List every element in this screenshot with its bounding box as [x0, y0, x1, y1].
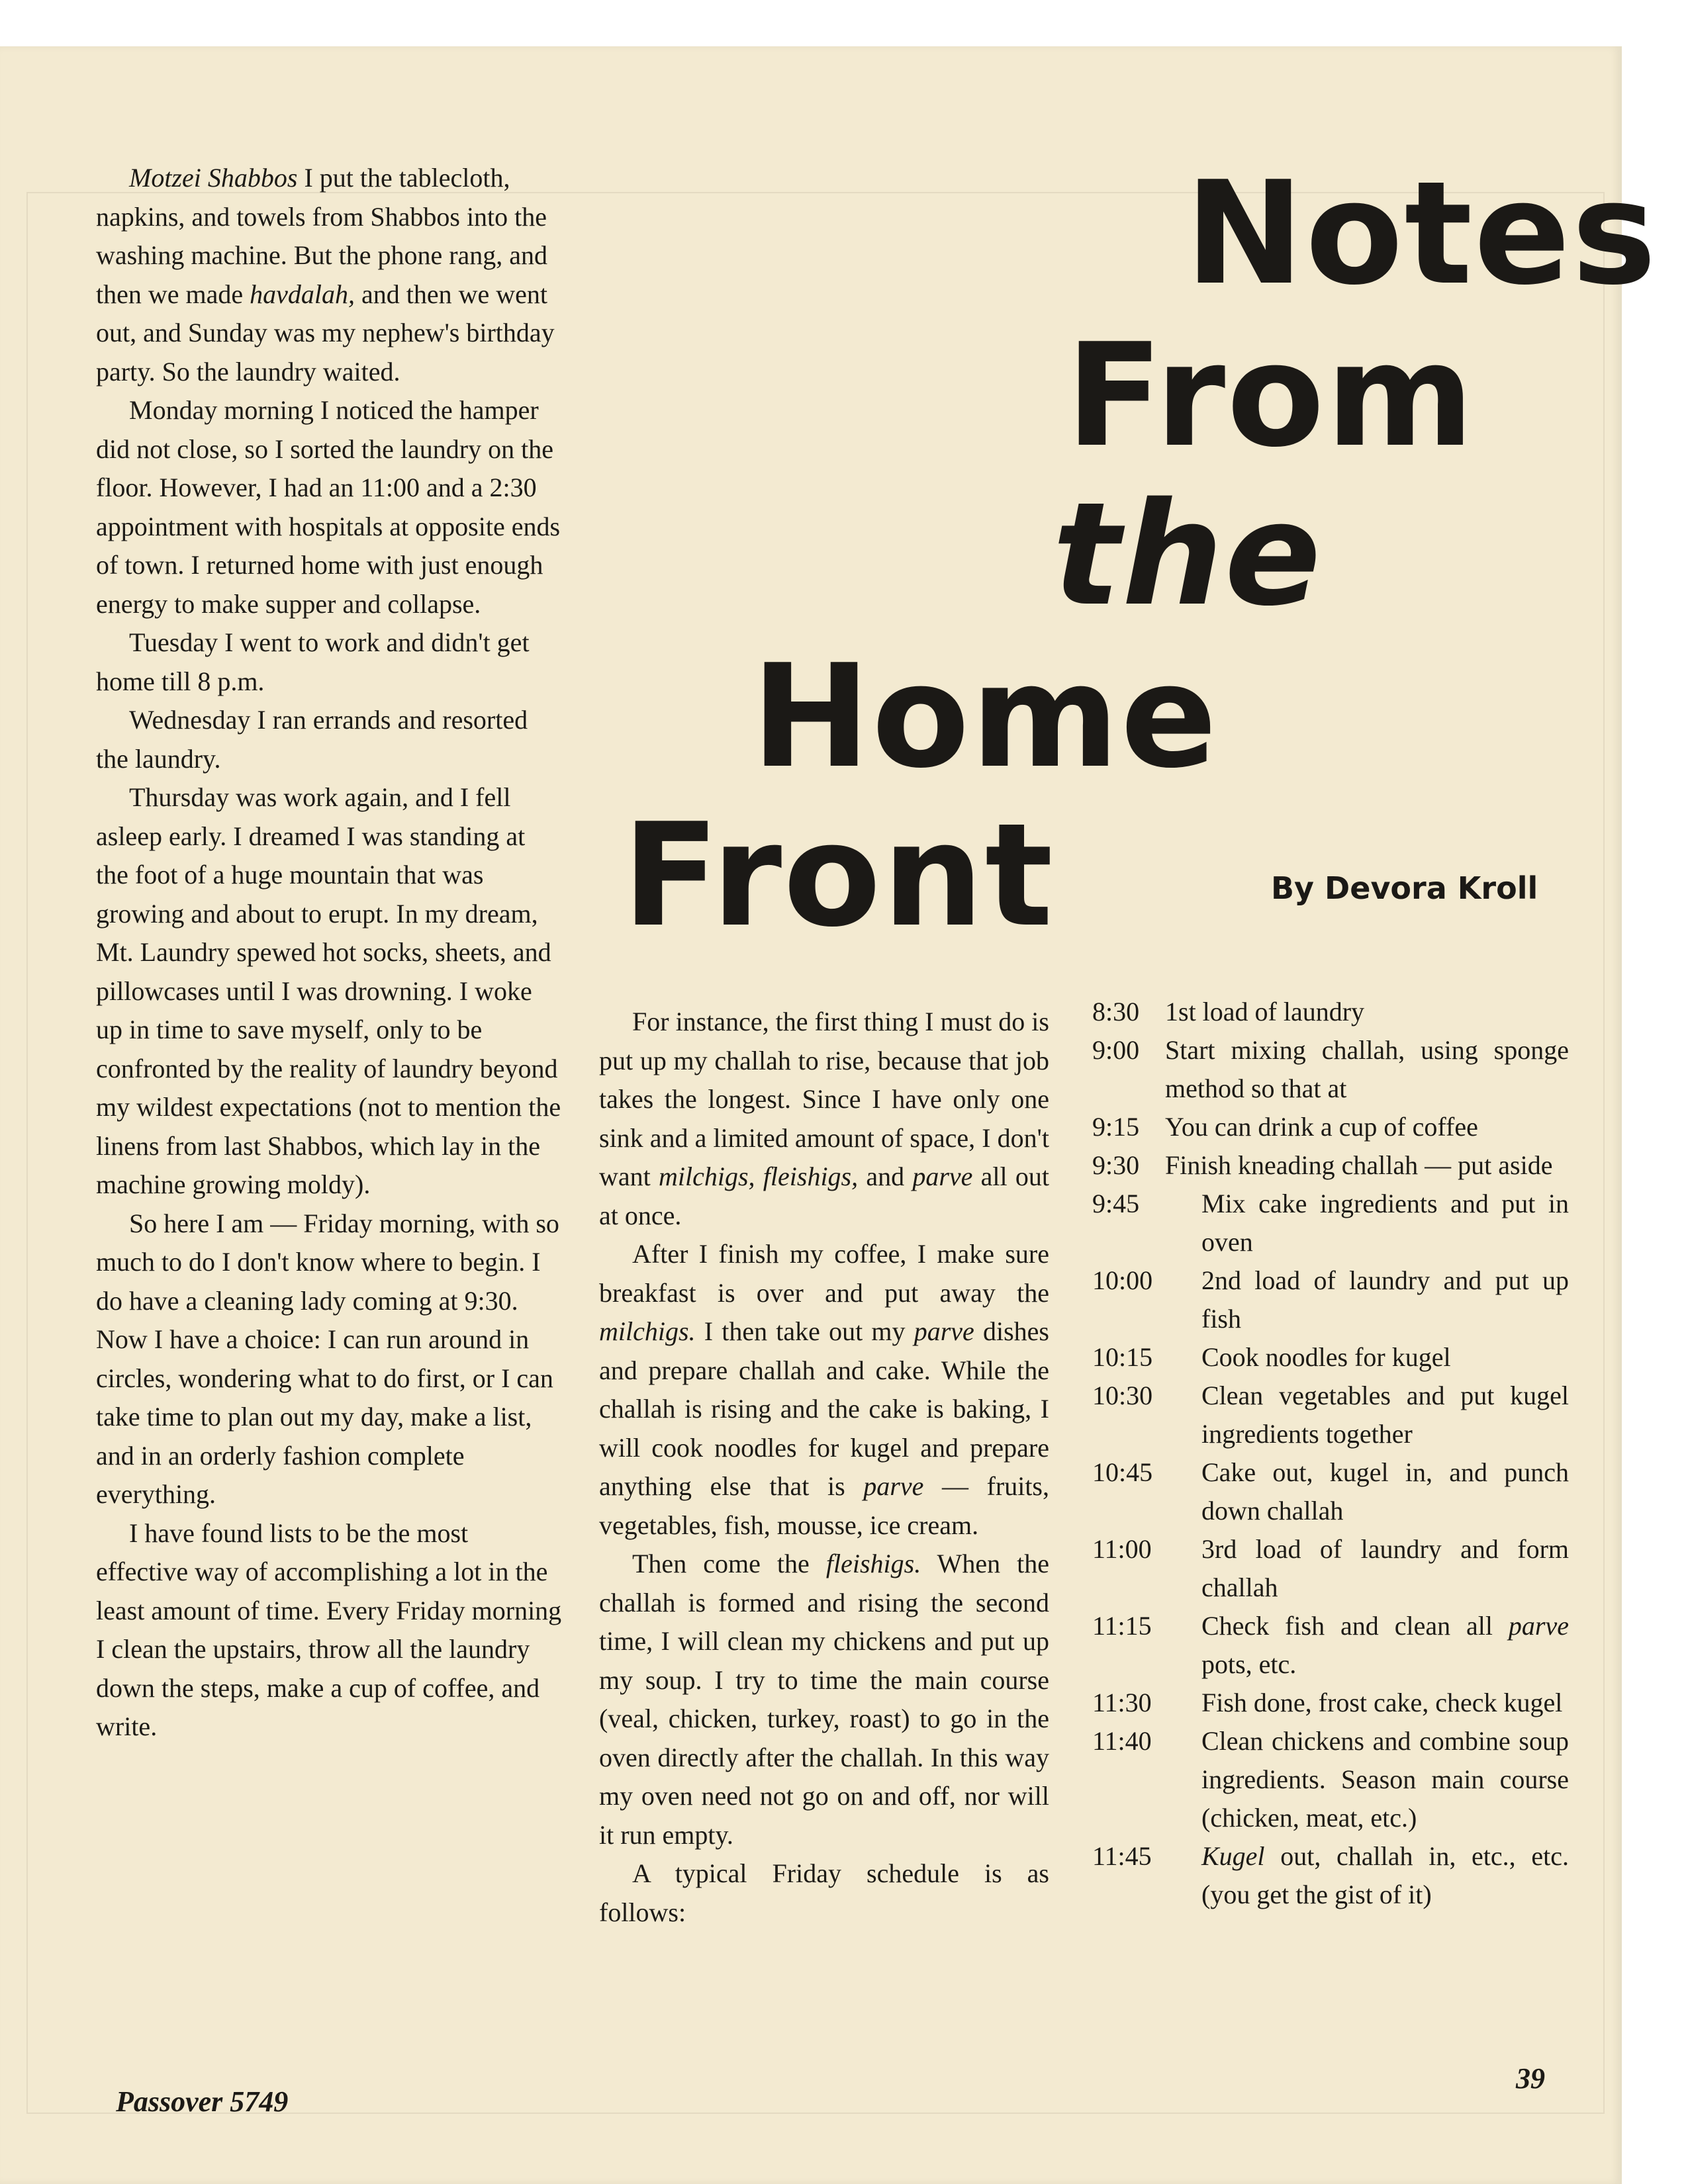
schedule-task: Cake out, kugel in, and punch down challah [1201, 1457, 1569, 1525]
schedule-time: 10:15 [1092, 1342, 1153, 1372]
schedule-row [1092, 1146, 1569, 1185]
schedule-time: 11:30 [1092, 1688, 1152, 1717]
schedule-time: 8:30 [1092, 997, 1140, 1026]
schedule-row [1092, 1607, 1569, 1684]
schedule-task: Kugel out, challah in, etc., etc. (you get the gist of it) [1201, 1841, 1569, 1909]
title-word: From [1066, 312, 1476, 478]
schedule-row [1092, 1530, 1569, 1607]
schedule-task: Mix cake ingredients and put in oven [1201, 1189, 1569, 1257]
middle-text-column [599, 1003, 1049, 1932]
paragraph: Motzei Shabbos I put the tablecloth, napkins, and towels from Shabbos into the washing machine. But the phone rang, and then we made havdalah, and then we went out, and Sunday was my nephew's birthday party. So the laundry waited. [96, 163, 555, 387]
schedule-row [1092, 1108, 1569, 1146]
paragraph: So here I am — Friday morning, with so much to do I don't know where to begin. I do have a cleaning lady coming at 9:30. Now I have a choice: I can run around in circles, wondering what to do first, or I can take time to plan out my day, make a list, and in an orderly fashion complete everything. [96, 1208, 559, 1509]
paragraph: Then come the fleishigs. When the challah is formed and rising the second time, I will clean my chickens and put up my soup. I try to time the main course (veal, chicken, turkey, roast) to go in the oven directly after the challah. In this way my oven need not go on and off, nor will it run empty. [599, 1549, 1049, 1850]
schedule-time: 9:30 [1092, 1150, 1140, 1180]
schedule-time: 11:40 [1092, 1726, 1152, 1756]
paragraph: For instance, the first thing I must do is put up my challah to rise, because that job takes the longest. Since I have only one sink and a limited amount of space, I don't want milchigs, fleishigs, and parve all out at once. [599, 1007, 1049, 1230]
title-word: Front [622, 792, 1055, 958]
paragraph: I have found lists to be the most effective way of accomplishing a lot in the least amount of time. Every Friday morning I clean the upstairs, throw all the laundry down the steps, make a cup of coffee, and write. [96, 1518, 562, 1741]
schedule-task: 3rd load of laundry and form challah [1201, 1534, 1569, 1602]
title-word: Home [751, 633, 1219, 799]
schedule-task: Cook noodles for kugel [1201, 1342, 1451, 1372]
schedule-time: 10:30 [1092, 1381, 1153, 1410]
schedule-time: 9:45 [1092, 1189, 1140, 1218]
schedule-row [1092, 1684, 1569, 1722]
schedule-row [1092, 993, 1569, 1031]
left-text-column [96, 159, 563, 1747]
schedule-row [1092, 1261, 1569, 1338]
schedule-task: Fish done, frost cake, check kugel [1201, 1688, 1563, 1717]
schedule-time: 11:00 [1092, 1534, 1152, 1564]
paragraph: Wednesday I ran errands and resorted the laundry. [96, 705, 528, 774]
schedule-time: 10:45 [1092, 1457, 1153, 1487]
schedule-task: Check fish and clean all parve pots, etc. [1201, 1611, 1569, 1679]
schedule-time: 10:00 [1092, 1265, 1153, 1295]
title-word: the [1053, 471, 1323, 637]
byline: By Devora Kroll [1271, 870, 1538, 906]
schedule-task: Start mixing challah, using sponge method so that at [1165, 1035, 1569, 1103]
schedule-task: 2nd load of laundry and put up fish [1201, 1265, 1569, 1334]
schedule-time: 9:00 [1092, 1035, 1140, 1065]
schedule-row [1092, 1377, 1569, 1453]
schedule-row [1092, 1837, 1569, 1914]
schedule-task: Clean chickens and combine soup ingredients. Season main course (chicken, meat, etc.) [1201, 1726, 1569, 1833]
paragraph: A typical Friday schedule is as follows: [599, 1858, 1049, 1927]
title-word: Notes [1185, 150, 1658, 316]
schedule-time: 11:15 [1092, 1611, 1152, 1641]
schedule-task: 1st load of laundry [1165, 997, 1365, 1026]
paragraph: Monday morning I noticed the hamper did not close, so I sorted the laundry on the floor. However, I had an 11:00 and a 2:30 appointment with hospitals at opposite ends of town. I returned home with just enough energy to make supper and collapse. [96, 395, 561, 619]
schedule-row [1092, 1722, 1569, 1837]
paragraph: Tuesday I went to work and didn't get home till 8 p.m. [96, 627, 530, 696]
issue-footer: Passover 5749 [116, 2085, 289, 2118]
schedule-row [1092, 1185, 1569, 1261]
schedule-time: 9:15 [1092, 1112, 1140, 1142]
schedule-task: Clean vegetables and put kugel ingredients together [1201, 1381, 1569, 1449]
schedule-time: 11:45 [1092, 1841, 1152, 1871]
schedule-task: Finish kneading challah — put aside [1165, 1150, 1553, 1180]
page-number: 39 [1516, 2062, 1545, 2095]
schedule-task: You can drink a cup of coffee [1165, 1112, 1478, 1142]
friday-schedule-list [1092, 993, 1569, 1914]
paragraph: After I finish my coffee, I make sure breakfast is over and put away the milchigs. I then take out my parve dishes and prepare challah and cake. While the challah is rising and the cake is baking, I will cook noodles for kugel and prepare anything else that is parve — fruits, vegetables, fish, mousse, ice cream. [599, 1239, 1050, 1540]
schedule-row [1092, 1453, 1569, 1530]
paragraph: Thursday was work again, and I fell asleep early. I dreamed I was standing at the foot of a huge mountain that was growing and about to erupt. In my dream, Mt. Laundry spewed hot socks, sheets, and pillowcases until I was drowning. I woke up in time to save myself, only to be confronted by the reality of laundry beyond my wildest expectations (not to mention the linens from last Shabbos, which lay in the machine growing moldy). [96, 782, 561, 1199]
schedule-row [1092, 1031, 1569, 1108]
schedule-row [1092, 1338, 1569, 1377]
